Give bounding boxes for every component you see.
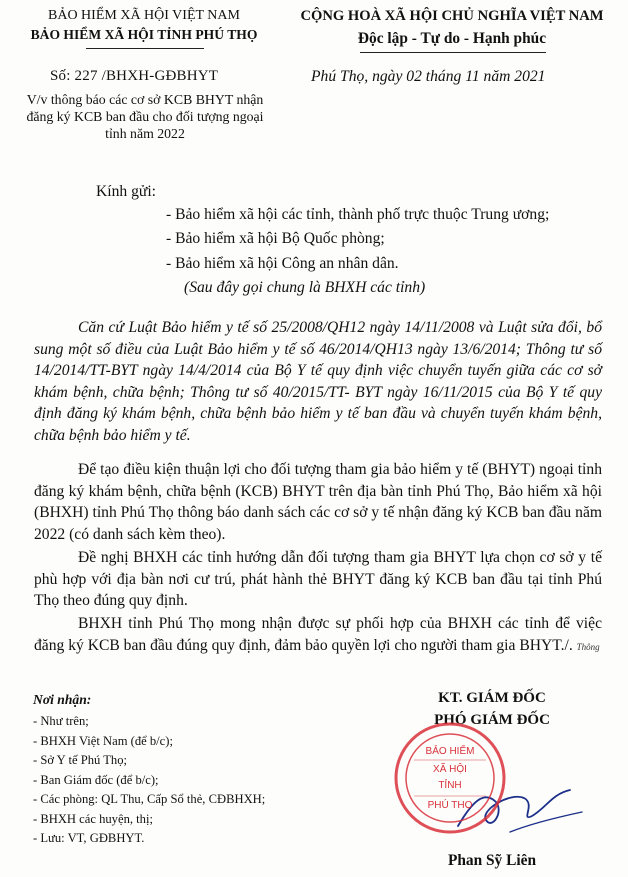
recipients-title: Nơi nhận: bbox=[33, 692, 92, 707]
subject-line-1: V/v thông báo các cơ sở KCB BHYT nhận bbox=[26, 92, 264, 107]
svg-text:PHÚ THỌ: PHÚ THỌ bbox=[427, 800, 473, 811]
legal-basis-paragraph: Căn cứ Luật Bảo hiểm y tế số 25/2008/QH12 ngày 14/11/2008 và Luật sửa đổi, bổ sung một số điều của Luật Bảo hiểm y tế số 46/2014/QH13 ngày 13/6/2014; Thông tư số 14/2014/TT-BYT ngày 14/4/2014 của Bộ Y tế quy định việc chuyển tuyến giữa các cơ sở khám bệnh, chữa bệnh; Thông tư số 40/2015/TT- BYT ngày 16/11/2015 của Bộ Y tế quy định đăng ký khám bệnh, chữa bệnh bảo hiểm y tế ban đầu và chuyển tuyến khám bệnh, chữa bệnh bảo hiểm y tế. bbox=[34, 319, 602, 444]
agency-parent: BẢO HIỂM XÃ HỘI VIỆT NAM bbox=[48, 8, 240, 23]
recipient-3: - Bảo hiểm xã hội Công an nhân dân. bbox=[166, 255, 399, 272]
svg-text:TỈNH: TỈNH bbox=[438, 780, 462, 791]
signer-name: Phan Sỹ Liên bbox=[447, 852, 537, 869]
recipients-item: - Các phòng: QL Thu, Cấp Sổ thẻ, CĐBHXH; bbox=[33, 792, 266, 806]
agency-underline bbox=[86, 48, 204, 49]
body-paragraph-1: Để tạo điều kiện thuận lợi cho đối tượng tham gia bảo hiểm y tế (BHYT) ngoại tỉnh đăng ký khám bệnh, chữa bệnh (KCB) BHYT trên địa bàn tỉnh Phú Thọ, Bảo hiểm xã hội (BHXH) tỉnh Phú Thọ thông báo danh sách các cơ sở y tế nhận đăng ký KCB ban đầu năm 2022 (có danh sách kèm theo). bbox=[34, 461, 602, 543]
recipients-item: - Như trên; bbox=[33, 714, 89, 728]
place-date: Phú Thọ, ngày 02 tháng 11 năm 2021 bbox=[311, 68, 546, 85]
recipients-item: - BHXH các huyện, thị; bbox=[33, 811, 153, 826]
recipient-note: (Sau đây gọi chung là BHXH các tỉnh) bbox=[184, 279, 426, 296]
document-number: Số: 227 /BHXH-GĐBHYT bbox=[50, 68, 219, 84]
recipient-2: - Bảo hiểm xã hội Bộ Quốc phòng; bbox=[166, 230, 385, 247]
agency-name: BẢO HIỂM XÃ HỘI TỈNH PHÚ THỌ bbox=[30, 27, 258, 42]
recipients-list bbox=[33, 712, 265, 849]
closing-text: BHXH tỉnh Phú Thọ mong nhận được sự phối hợp của BHXH các tỉnh để việc đăng ký KCB ban đầu đúng quy định, đảm bảo quyền lợi cho người tham gia BHYT./. bbox=[34, 615, 602, 654]
body-paragraph-2: Đề nghị BHXH các tỉnh hướng dẫn đối tượng tham gia BHYT lựa chọn cơ sở y tế phù hợp với địa bàn nơi cư trú, phát hành thẻ BHYT đăng ký KCB ban đầu tại tỉnh Phú Thọ theo đúng quy định. bbox=[34, 549, 602, 609]
signer-role-2: PHÓ GIÁM ĐỐC bbox=[434, 712, 550, 728]
national-title: CỘNG HOÀ XÃ HỘI CHỦ NGHĨA VIỆT NAM bbox=[300, 8, 604, 24]
svg-text:BẢO HIỂM: BẢO HIỂM bbox=[425, 746, 475, 757]
greeting-label: Kính gửi: bbox=[96, 183, 156, 200]
recipients-item: - BHXH Việt Nam (để b/c); bbox=[33, 733, 173, 748]
initial-mark: Thông bbox=[576, 641, 600, 652]
motto-underline bbox=[360, 52, 546, 53]
recipients-item: - Lưu: VT, GĐBHYT. bbox=[33, 831, 145, 845]
svg-text:XÃ HỘI: XÃ HỘI bbox=[433, 764, 467, 775]
official-stamp bbox=[392, 720, 508, 836]
recipients-item: - Ban Giám đốc (để b/c); bbox=[33, 772, 159, 787]
signer-role-1: KT. GIÁM ĐỐC bbox=[438, 690, 546, 706]
subject-line-2: đăng ký KCB ban đầu cho đối tượng ngoại bbox=[26, 109, 264, 124]
recipient-1: - Bảo hiểm xã hội các tỉnh, thành phố trực thuộc Trung ương; bbox=[166, 206, 550, 223]
closing-paragraph bbox=[34, 613, 602, 658]
subject-line-3: tỉnh năm 2022 bbox=[105, 126, 185, 141]
recipients-item: - Sở Y tế Phú Thọ; bbox=[33, 753, 128, 767]
national-motto: Độc lập - Tự do - Hạnh phúc bbox=[357, 30, 547, 47]
